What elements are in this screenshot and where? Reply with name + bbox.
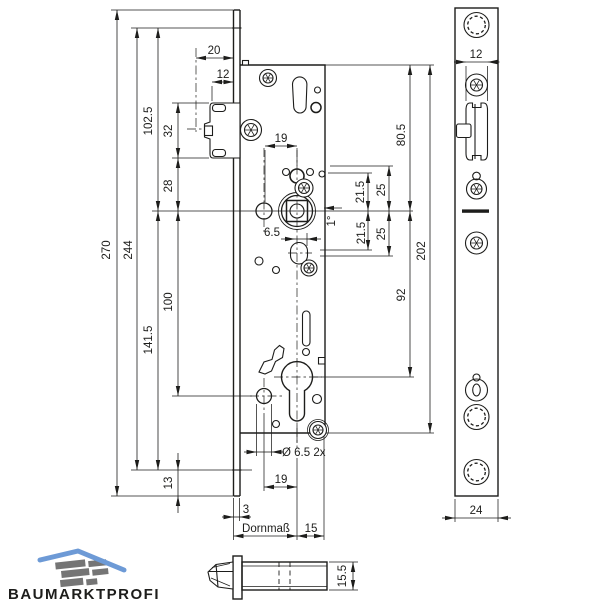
dim-label-hole-dn-outer: 25 — [376, 227, 388, 241]
dim-label-faceplate-width: 24 — [469, 505, 483, 517]
dim-label-hole-dn-inner: 21.5 — [356, 221, 368, 245]
latch-tab — [457, 124, 472, 138]
countersunk-screw-hole-icon — [464, 13, 489, 38]
centerlines — [187, 48, 322, 448]
dim-label-top-to-axis: 102.5 — [143, 106, 155, 136]
dim-label-latch-height: 32 — [163, 124, 175, 138]
dim-label-bottom-offset: 13 — [163, 476, 175, 490]
dim-label-backset: Dornmaß — [242, 523, 290, 535]
countersunk-screw-hole-icon — [464, 460, 489, 485]
dim-label-latch-to-axis: 28 — [163, 179, 175, 193]
dim-label-faceplate-thickness: 3 — [242, 504, 250, 516]
dim-label-axis-to-lower-hole: 100 — [163, 292, 175, 312]
dim-label-latch-width: 12 — [216, 69, 230, 81]
dim-label-hole-offset-bottom: 19 — [274, 474, 288, 486]
dim-label-axis-to-case-back: 15 — [304, 523, 318, 535]
brand-logo — [8, 551, 160, 600]
dim-label-hole-up-inner: 21.5 — [355, 180, 367, 204]
lock-case — [240, 61, 329, 441]
torx-screw-icon — [466, 74, 488, 96]
dim-label-case-top-to-axis: 80.5 — [396, 123, 408, 147]
dim-label-axis-to-cylinder: 92 — [396, 288, 408, 302]
countersunk-screw-hole-icon — [464, 405, 489, 430]
keyhole-slot — [293, 77, 307, 113]
dim-label-slot-offset: 6.5 — [264, 227, 280, 239]
torx-screw-icon — [466, 232, 488, 254]
torx-screw-icon — [260, 70, 277, 87]
dim-label-hole-up-outer: 25 — [376, 183, 388, 197]
torx-screw-icon — [467, 179, 487, 199]
latch-side-view — [208, 556, 327, 599]
dim-label-case-height: 202 — [416, 241, 428, 261]
torx-screw-icon — [301, 260, 317, 276]
dim-label-latch-projection: 20 — [207, 45, 221, 57]
lever-detail — [259, 346, 284, 375]
latch-edge-view — [205, 103, 241, 158]
dimension-lines — [117, 10, 511, 590]
torx-screw-icon — [295, 179, 313, 197]
dim-label-hole-diameter: Ø 6.5 2x — [282, 447, 326, 459]
dim-label-follower-angle: 1° — [326, 215, 338, 227]
dim-label-overall-height: 270 — [101, 240, 113, 260]
latch-bolt-head — [208, 562, 233, 589]
faceplate-front-view — [455, 8, 498, 496]
dim-label-hole-offset-top: 19 — [274, 133, 288, 145]
dim-label-latch-case-height: 15.5 — [337, 564, 349, 588]
dim-label-cutout-width: 12 — [469, 49, 483, 61]
torx-screw-icon — [241, 120, 262, 141]
dim-label-axis-to-bottom: 141.5 — [143, 325, 155, 355]
logo-brand-text: BAUMARKTPROFI — [8, 586, 160, 600]
torx-screw-icon — [308, 420, 329, 441]
dim-label-screw-spacing: 244 — [123, 240, 135, 260]
axis-mark — [462, 209, 489, 212]
faceplate-edge-view — [232, 10, 242, 496]
cylinder-screw-hole-icon — [466, 379, 488, 401]
